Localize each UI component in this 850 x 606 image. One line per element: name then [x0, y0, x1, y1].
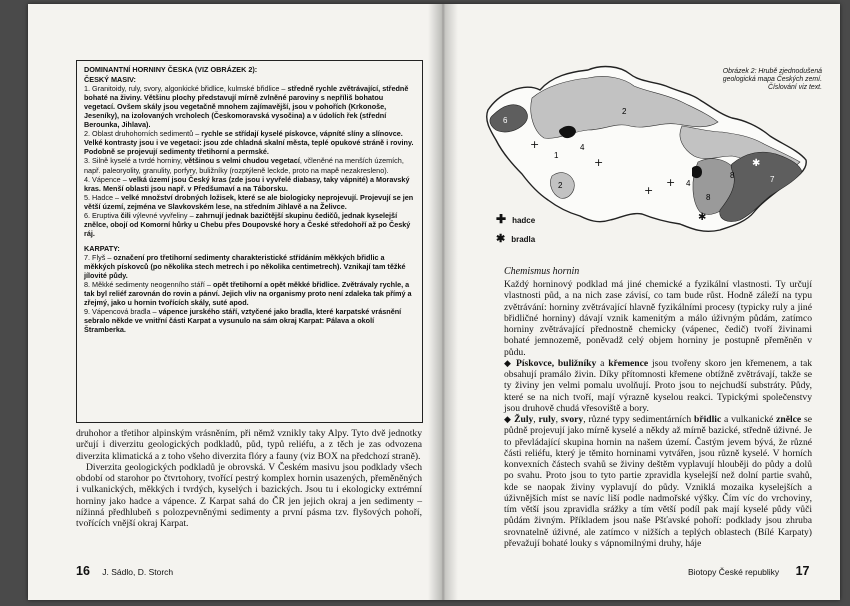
box-item-5: 5. Hadce – velké množství drobných ložisek, které se ale biologicky neprojevují. Projevují se jen větší území, zejména ve Slavkovském lese, na středním Jihlavě a na Želivce.: [84, 192, 414, 211]
rock-types-box: [76, 60, 423, 423]
map-hadce-mark: +: [530, 138, 540, 151]
box-heading-karpaty: KARPATY:: [84, 243, 120, 253]
box-title: DOMINANTNÍ HORNINY ČESKA (VIZ OBRÁZEK 2):: [84, 65, 258, 74]
diamond-bullet-icon: ◆: [504, 357, 516, 368]
left-folio: [76, 564, 173, 578]
map-label-1: 1: [554, 151, 559, 160]
asterisk-icon: ✱: [496, 233, 506, 245]
diamond-bullet-icon: ◆: [504, 414, 515, 424]
right-folio: [688, 564, 809, 578]
book-spread: [28, 4, 840, 600]
right-paragraph-3: ◆ Žuly, ruly, svory, různé typy sedimentárních břidlic a vulkanické znělce se půdně projevují jako mírně kyselé a někdy až mírně bazické, středně úživné. Je to převládající skupina hornin na našem území. Častým jevem bývá, že různé části reliéfu, který je těmito horninami vytvářen, jsou různě kyselé. V horních konvexních částech svahů se živiny deštěm vyplavují hlouběji do půdy a dolů po svahu. Proto jsou to tyto partie zpravidla kyselejší než dolní partie svahů, kde se naopak živiny vyplavují do půdy. Vzniklá mozaika kyselejších a úživnějších míst se navíc liší podle nadmořské výšky. Čím víc do vrchoviny, tím větší jsou zpravidla srážky a tím větší podíl pak mají kyselé půdy vůči půdám živným. Příkladem jsou naše Pšťavské pohoří: podklady jsou zhruba srovnatelně úživné, ale zatímco v nižších a teplých oblastech (Bílé Karpaty) převažují bohaté louky s vápnomilnými druhy, háje: [504, 414, 812, 549]
box-item-9: 9. Vápencová bradla – vápence jurského stáří, vztyčené jako bradla, které karpatské vrásnění sebralo někde ve vnitřní části Karpat a vysunulo na sám okraj Karpat: Pálava a okolí Štramberka.: [84, 307, 402, 335]
map-label-2-north: 2: [622, 107, 627, 116]
right-paragraph-2: ◆ Pískovce, buližníky a křemence jsou tvořeny skoro jen křemenem, a tak obsahují pramálo živin. Díky přítomnosti křemene obtížně zvětrávají, takže se ty živiny jen velmi pomalu uvolňují. Proto jsou to nejchudší substráty. Půdy, které se na nich tvoří, mají výrazně kyselou reakci. Typickými společenstvy jsou druhově chudá vřesoviště a bory.: [504, 357, 813, 414]
map-label-4-east: 4: [686, 179, 691, 188]
right-body-text: [504, 279, 812, 549]
map-label-4-west: 4: [580, 143, 585, 152]
right-paragraph-1: Každý horninový podklad má jiné chemické a fyzikální vlastnosti. Ty určují vlastnosti půd, a na nich zase závisí, co tam bude růst. Hodně záleží na typu zvětrávání: horniny zvětrávající hlavně fyzikálními procesy (typicky ruly a jiné břidličné horniny) dávají vznik kamenitým a málo úživným půdám, zatímco horniny zvětrávající přednostně chemicky (vápenec, čedič) tvoří živinami bohaté jemnozemě, poněvadž celý objem horniny je postupně přeměněn v půdu.: [504, 279, 812, 358]
left-page-number: 16: [76, 564, 90, 578]
map-bradla-mark: ✱: [752, 158, 761, 169]
map-label-8-east: 8: [730, 171, 735, 180]
right-page-number: 17: [795, 564, 810, 578]
plus-icon: ✚: [496, 212, 507, 226]
left-page: [28, 4, 438, 600]
box-item-2: 2. Oblast druhohorních sedimentů – rychle se střídají kyselé pískovce, vápníté slíny a slínovce. Velké kontrasty jsou i ve vegetaci: jsou zde chladná skalní města, teplé opukové stráně i roviny. Podobně se projevují sedimenty třetihorní a permské.: [84, 129, 414, 157]
box-heading-masiv: ČESKÝ MASIV:: [84, 75, 136, 85]
map-hadce-mark: +: [666, 176, 676, 189]
box-item-1: 1. Granitoidy, ruly, svory, algonkické břidlice, kulmské břidlice – středně rychle zvětrávající, středně bohaté na živiny. Většinu plochy představují mírně zvlněné paroviny s nepříliš bohatou vegetací. Ovšem skály jsou vegetačně mnohem zajímavější, jsou v pohořích (Krkonoše, Jeseníky), na izolovaných vrcholech (Českomoravská vysočina) a v údolích řek (střední Berounka, Jihlava).: [84, 84, 409, 130]
legend-hadce: ✚ hadce: [496, 212, 536, 226]
left-body-text: [76, 428, 422, 529]
map-label-6: 6: [503, 116, 508, 125]
left-paragraph-2: Diverzita geologických podkladů je obrovská. V Českém masivu jsou podklady všech období od starohor po čtvrtohory, tvořící pestrý komplex hornin usazených, přeměněných i vulkanických, měkkých i tvrdých, kyselých i bazických. Jsou tu i ekologicky extrémní horniny jako hadce a vápence. Z Karpat sahá do ČR jen jejich okraj a jen sedimenty – nížinná předhlubeň s polozpevněnými sedimenty a první pásma tzv. flyšových pohoří, tvořících vnější okraj Karpat.: [76, 461, 422, 529]
box-item-7: 7. Flyš – označení pro třetihorní sedimenty charakteristické střídáním měkkých břidlic a měkkých pískovců (po několika stech metrech i po několika centimetrech). Vznikají tam těžké jílovité půdy.: [84, 252, 406, 281]
map-area-4-east: [692, 166, 702, 178]
left-paragraph-1: druhohor a třetihor alpinským vrásněním, při němž vznikly taky Alpy. Tyto dvě jednotky určují i diverzitu geologických podkladů, půd, typů reliéfu, a z těch je zas odvozena diverzita klimatická a z toho všeho diverzita flóry a fauny (viz BOX na předchozí straně).: [76, 428, 422, 462]
box-item-6: 6. Eruptiva čili výlevné vyvřeliny – zahrnují jednak bazičtější skupinu čedičů, jednak kyselejší znělce, obojí od Komorní hůrky u Chebu přes Doupovské hory a České středohoří až po Český ráj.: [84, 210, 411, 238]
right-running-title: Biotopy České republiky: [688, 567, 780, 577]
box-item-4: 4. Vápence – velká území jsou Český kras (zde jsou i vyvřelé diabasy, taky vápnité) a Moravský kras. Menší oblasti jsou např. v Předšumaví a na Táborsku.: [84, 174, 410, 193]
box-item-8: 8. Měkké sedimenty neogenního stáří – opět třetihorní a opět měkké břidlice. Zvětrávaly rychle, a tak byl reliéf zarovnán do rovin a pánví. Jejich vliv na organismy proto není zdaleka tak přímý a zřejmý, jako u hornin tvořících skály, suté apod.: [84, 280, 412, 308]
section-title: Chemismus hornin: [504, 266, 580, 277]
box-item-3: 3. Silně kyselé a tvrdé horniny, většinou s velmi chudou vegetací, včleněné na menších územích, např. paleoryolity, granulity, porfyry, buližníky (rozptýleně leckde, proto na mapě nezakresleno).: [84, 156, 404, 175]
map-hadce-mark: +: [644, 184, 654, 197]
legend-bradla: ✱ bradla: [496, 233, 536, 245]
map-hadce-mark: +: [594, 156, 604, 169]
right-page: [448, 4, 840, 600]
map-label-2-sw: 2: [558, 181, 563, 190]
figure-caption: Obrázek 2: Hrubě zjednodušená geologická mapa Českých zemí. Číslování viz text.: [722, 68, 822, 92]
map-label-7: 7: [770, 175, 775, 184]
left-running-authors: J. Sádlo, D. Storch: [102, 567, 174, 577]
map-label-8-south: 8: [706, 193, 711, 202]
map-bradla-mark: ✱: [698, 212, 707, 223]
